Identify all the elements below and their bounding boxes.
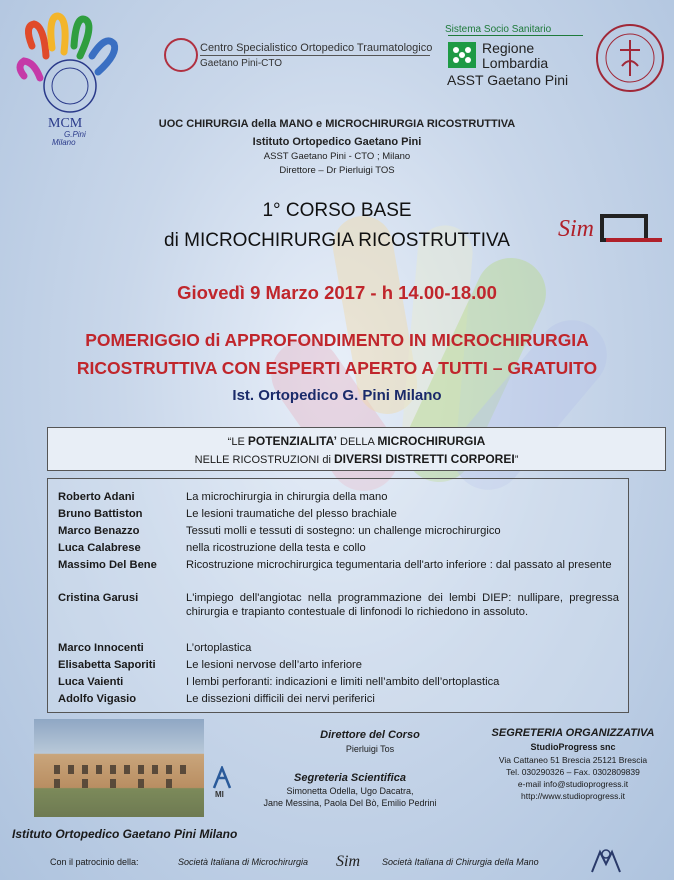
institute-seal-icon — [596, 24, 664, 92]
mcm-milano-text: Milano — [52, 138, 76, 147]
scientific-secretariat-line1: Simonetta Odella, Ugo Dacatra, — [286, 786, 414, 796]
speaker-topic: Le lesioni nervose dell’arto inferiore — [186, 659, 362, 671]
speaker-topic: I lembi perforanti: indicazioni e limiti nell’ambito dell’ortoplastica — [186, 676, 500, 688]
sicm-logo-icon — [586, 846, 626, 874]
speaker-topic: La microchirurgia in chirurgia della mano — [186, 491, 388, 503]
organizing-email[interactable]: e-mail info@studioprogress.it — [517, 779, 629, 789]
afternoon-line2: RICOSTRUTTIVA CON ESPERTI APERTO A TUTTI – GRATUITO — [76, 358, 598, 378]
course-director-name: Pierluigi Tos — [345, 744, 395, 754]
uoc-title: UOC CHIRURGIA della MANO e MICROCHIRURGIA RICOSTRUTTIVA — [158, 118, 516, 130]
regione-divider — [448, 35, 583, 36]
theme-line2 — [48, 452, 665, 466]
course-title-line2: di MICROCHIRURGIA RICOSTRUTTIVA — [164, 230, 510, 251]
director-line: Direttore – Dr Pierluigi TOS — [279, 165, 395, 176]
institute-name: Istituto Ortopedico Gaetano Pini — [252, 136, 422, 148]
society1-name: Società Italiana di Microchirurgia — [178, 857, 309, 867]
course-date: Giovedì 9 Marzo 2017 - h 14.00-18.00 — [177, 282, 497, 303]
speaker-name: Elisabetta Saporiti — [58, 659, 156, 671]
speaker-name: Adolfo Vigasio — [58, 693, 137, 705]
speaker-topic: Ricostruzione microchirurgica tegumentaria dell'arto inferiore : dal passato al presente — [186, 559, 612, 571]
speaker-topic: Tessuti molli e tessuti di sostegno: un challenge microchirurgico — [186, 525, 501, 537]
theme-box — [47, 427, 666, 471]
speaker-topic: Le dissezioni difficili dei nervi periferici — [186, 693, 375, 705]
svg-text:Sim: Sim — [558, 216, 594, 242]
theme-text: NELLE RICOSTRUZIONI di — [194, 454, 334, 466]
regione-text: Regione — [482, 40, 535, 56]
speaker-name: Massimo Del Bene — [58, 559, 157, 571]
speaker-name: Bruno Battiston — [58, 508, 143, 520]
theme-bold-text: MICROCHIRURGIA — [377, 434, 486, 448]
mi-logo-text: MI — [215, 790, 224, 799]
regione-flower-icon — [448, 42, 476, 68]
course-venue: Ist. Ortopedico G. Pini Milano — [232, 387, 442, 404]
patronage-label: Con il patrocinio della: — [50, 857, 139, 867]
sim-logo — [556, 210, 666, 250]
svg-text:Sim: Sim — [336, 853, 360, 870]
speaker-topic: L’ortoplastica — [186, 642, 252, 654]
speaker-topic: L'impiego dell'angiotac nella programmazione dei lembi DIEP: nullipare, pregressa chirurgia e trapianto contestuale di linfonodi lo richiedono in assoluto. — [186, 592, 619, 618]
speaker-name: Cristina Garusi — [58, 592, 139, 604]
cto-line2: Gaetano Pini-CTO — [200, 58, 283, 69]
cto-seal-icon — [164, 38, 198, 72]
scientific-secretariat-title: Segreteria Scientifica — [294, 772, 406, 784]
theme-text: DELLA — [336, 436, 378, 448]
sim-small-logo-icon — [336, 850, 364, 870]
sistema-socio-sanitario-text: Sistema Socio Sanitario — [445, 24, 552, 35]
speaker-name: Marco Benazzo — [58, 525, 140, 537]
speaker-name: Luca Vaienti — [58, 676, 124, 688]
organizing-website-link[interactable]: http://www.studioprogress.it — [521, 791, 625, 801]
asst-gaetano-pini-text: ASST Gaetano Pini — [447, 72, 569, 88]
cto-divider — [200, 55, 430, 56]
mcm-text: MCM — [48, 116, 83, 131]
organizing-address: Via Cattaneo 51 Brescia 25121 Brescia — [498, 755, 648, 765]
organizing-company: StudioProgress snc — [530, 742, 616, 752]
theme-line1 — [48, 434, 665, 448]
theme-bold-text: POTENZIALITA’ — [247, 434, 337, 448]
institute-building-photo — [34, 719, 204, 817]
organizing-secretariat-title: SEGRETERIA ORGANIZZATIVA — [491, 727, 655, 739]
speaker-name: Marco Innocenti — [58, 642, 144, 654]
speakers-table — [47, 478, 629, 713]
afternoon-line1: POMERIGGIO di APPROFONDIMENTO IN MICROCHIRURGIA — [85, 330, 589, 350]
cto-line1: Centro Specialistico Ortopedico Traumatologico — [200, 42, 433, 54]
course-title-line1: 1° CORSO BASE — [262, 200, 412, 221]
society2-name: Società Italiana di Chirurgia della Mano — [382, 857, 539, 867]
theme-text: ” — [514, 454, 519, 466]
mcm-gpini-text: G.Pini — [64, 130, 86, 139]
theme-bold-text: DIVERSI DISTRETTI CORPOREI — [334, 452, 515, 466]
theme-text: “LE — [227, 436, 248, 448]
scientific-secretariat-line2: Jane Messina, Paola Del Bò, Emilio Pedrini — [263, 798, 437, 808]
speaker-topic: nella ricostruzione della testa e collo — [186, 542, 366, 554]
speaker-name: Roberto Adani — [58, 491, 135, 503]
asst-location: ASST Gaetano Pini - CTO ; Milano — [263, 151, 411, 162]
course-director-title: Direttore del Corso — [320, 729, 420, 741]
speaker-topic: Le lesioni traumatiche del plesso brachiale — [186, 508, 397, 520]
institute-bottom-label: Istituto Ortopedico Gaetano Pini Milano — [12, 827, 238, 841]
lombardia-text: Lombardia — [482, 55, 549, 71]
organizing-phone: Tel. 030290326 – Fax. 0302809839 — [506, 767, 640, 777]
speaker-name: Luca Calabrese — [58, 542, 141, 554]
